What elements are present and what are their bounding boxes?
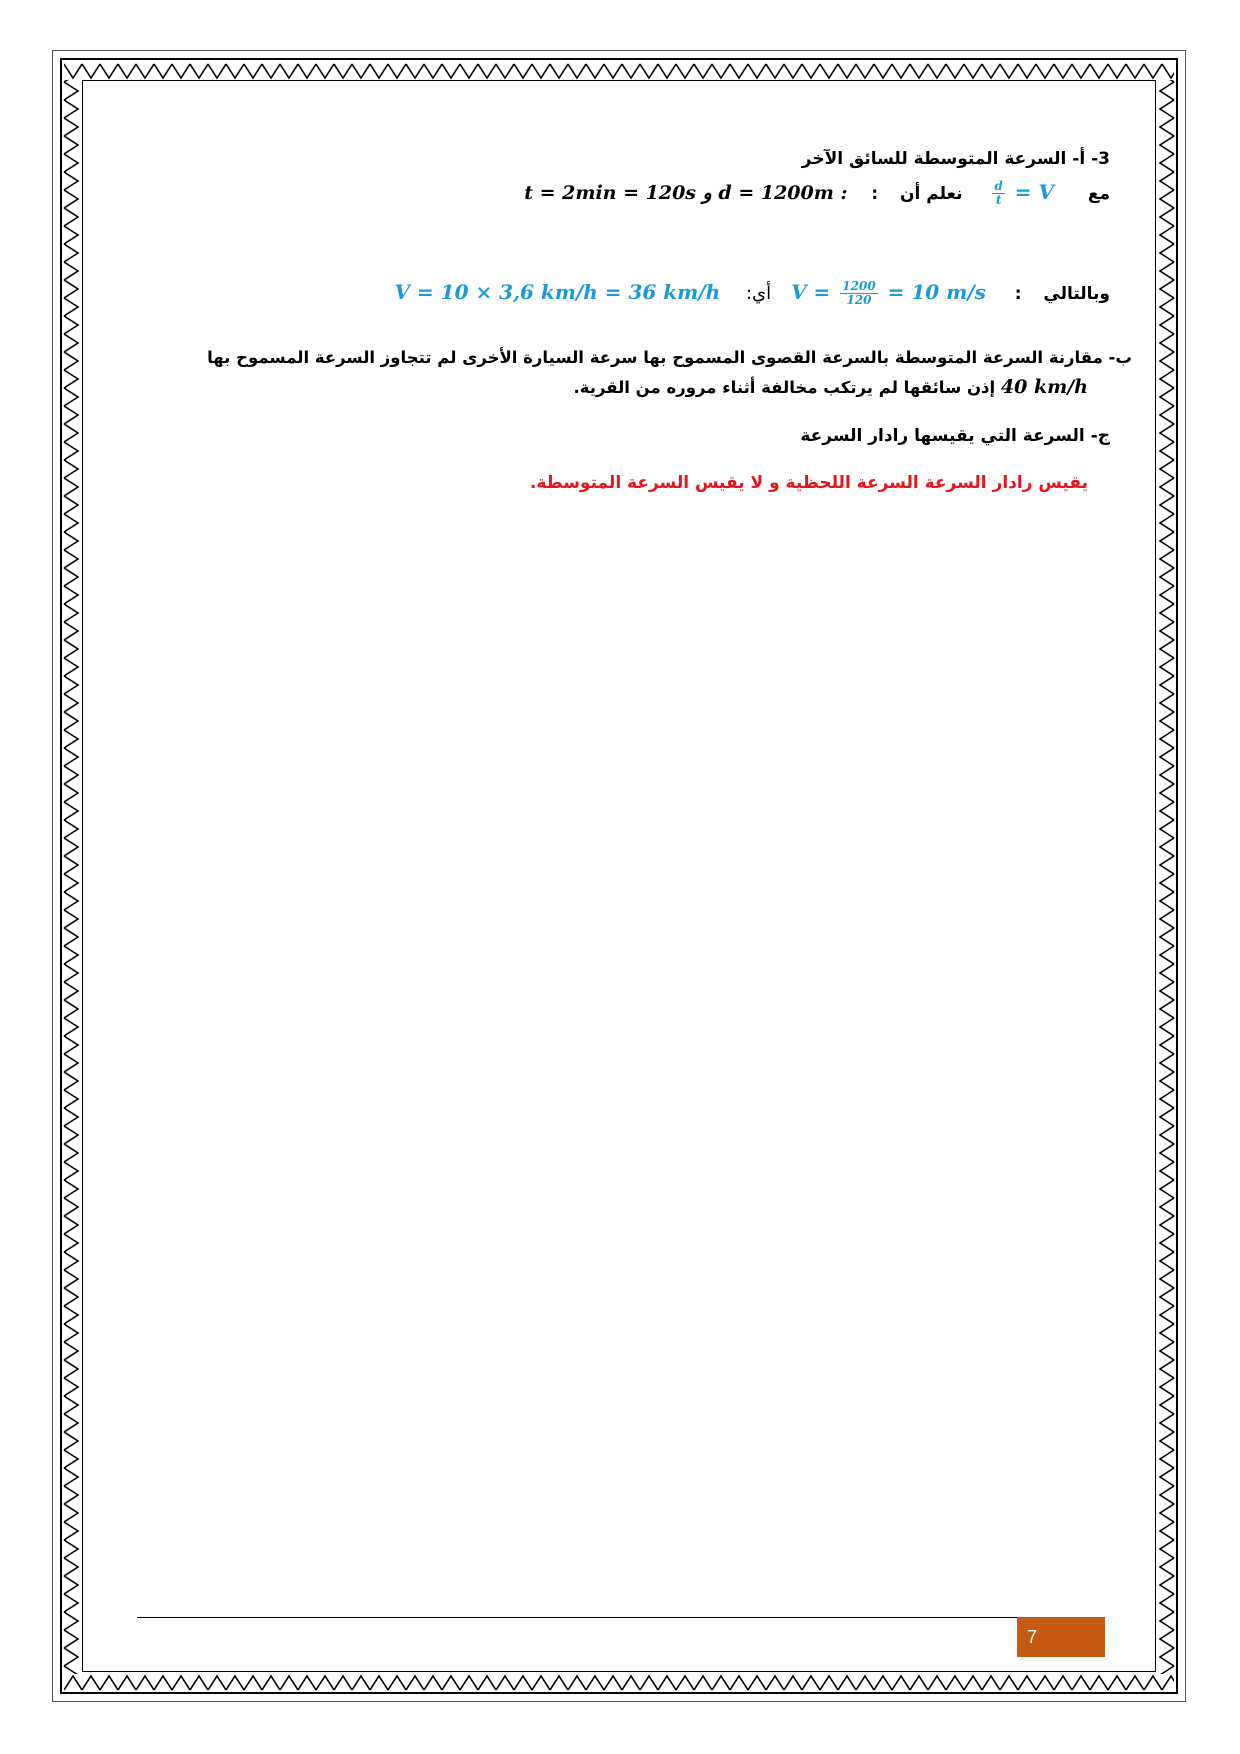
formula-numerator: d xyxy=(994,179,1003,193)
page-number: 7 xyxy=(1027,1627,1038,1647)
formula-denominator: t xyxy=(995,193,1002,207)
part-b-conclusion: إذن سائقها لم يرتكب مخالفة أثناء مروره من القرية. xyxy=(573,378,996,397)
section-3-heading: 3- أ- السرعة المتوسطة للسائق الآخر xyxy=(801,149,1110,169)
we-know-label: نعلم أن xyxy=(899,184,963,204)
calc-v: V = xyxy=(791,280,831,304)
formula-fraction xyxy=(992,180,1004,207)
calc-fraction xyxy=(840,280,877,307)
calc-denominator: 120 xyxy=(846,293,872,307)
therefore-label: وبالتالي xyxy=(1043,284,1110,304)
speed-limit: 40 km/h xyxy=(1000,376,1088,398)
footer-rule xyxy=(137,1617,1017,1618)
unit-conversion: V = 10 × 3,6 km/h = 36 km/h xyxy=(394,280,721,304)
therefore-line xyxy=(394,280,1110,307)
velocity-formula xyxy=(982,179,1055,207)
page-number-box xyxy=(1017,1617,1105,1657)
given-line xyxy=(524,180,1110,207)
given-values: t = 2min = 120s و d = 1200m : xyxy=(524,182,848,204)
part-b-line-1: ب- مقارنة السرعة المتوسطة بالسرعة القصوى المسموح بها سرعة السيارة الأخرى لم تتجاوز السرعة المسموح بها xyxy=(207,348,1132,367)
speed-calculation xyxy=(791,279,993,307)
i-e-label: أي: xyxy=(745,283,772,304)
formula-v: V = xyxy=(1014,180,1055,204)
part-b-line-2 xyxy=(573,376,1088,398)
calc-numerator: 1200 xyxy=(842,279,876,293)
therefore-colon: : xyxy=(1014,284,1022,304)
colon-1: : xyxy=(871,184,879,204)
part-c-answer: يقيس رادار السرعة السرعة اللحظية و لا يقيس السرعة المتوسطة. xyxy=(529,473,1088,493)
part-c-question: ج- السرعة التي يقيسها رادار السرعة xyxy=(800,426,1110,446)
calc-result: = 10 m/s xyxy=(887,280,986,304)
with-label: مع xyxy=(1087,184,1110,204)
